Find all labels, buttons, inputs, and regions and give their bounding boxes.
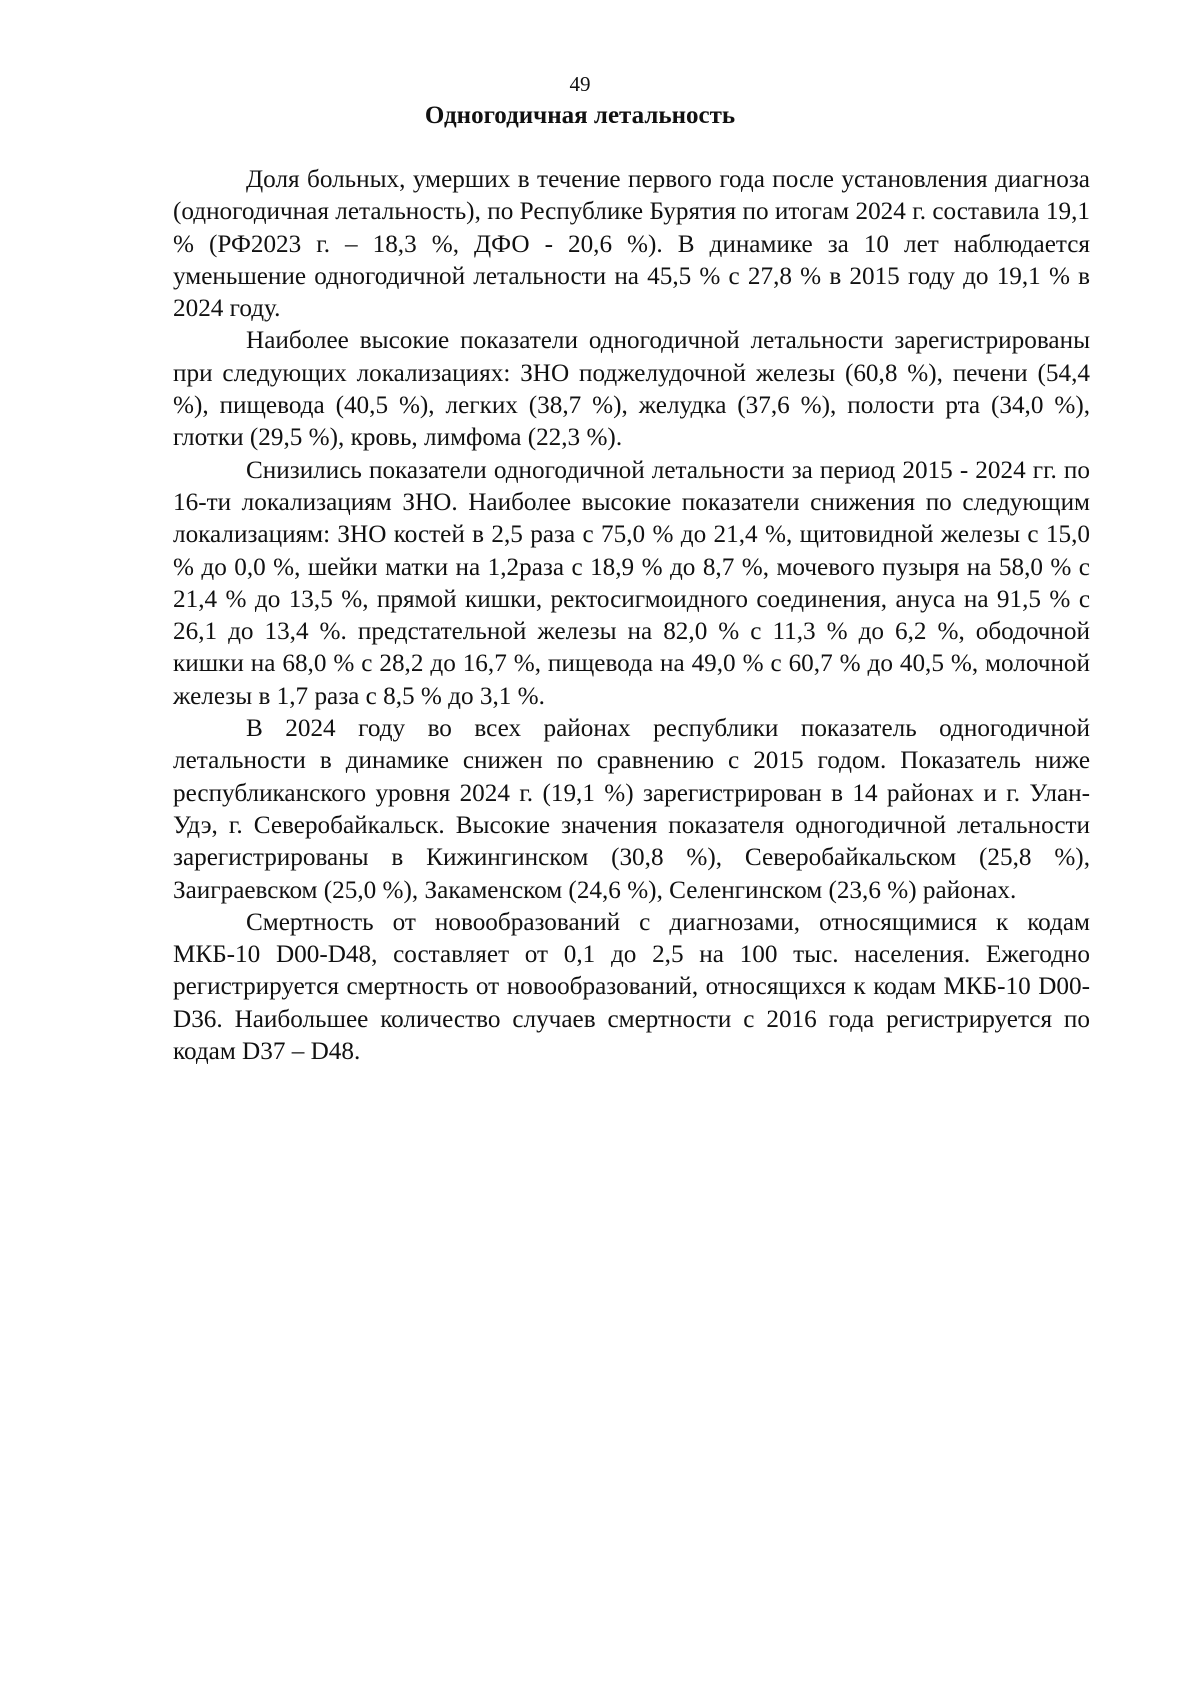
paragraph-one-year-mortality-overview: Доля больных, умерших в течение первого года после установления диагноза (одногодичная летальность), по Республике Бурятия по итогам 2024 г. составила 19,1 % (РФ2023 г. – 18,3 %, ДФО - 20,6 %). В динамике за 10 лет наблюдается уменьшение одногодичной летальности на 45,5 % с 27,8 % в 2015 году до 19,1 % в 2024 году. [173, 166, 1090, 323]
page-number: 49 [569, 72, 591, 96]
paragraph-decline-by-localization: Снизились показатели одногодичной летальности за период 2015 - 2024 гг. по 16-ти локализациям ЗНО. Наиболее высокие показатели снижения по следующим локализациям: ЗНО костей в 2,5 раза с 75,0 % до 21,4 %, щитовидной железы с 15,0 % до 0,0 %, шейки матки на 1,2раза с 18,9 % до 8,7 %, мочевого пузыря на 58,0 % с 21,4 % до 13,5 %, прямой кишки, ректосигмоидного соединения, ануса на 91,5 % с 26,1 до 13,4 %. предстательной железы на 82,0 % с 11,3 % до 6,2 %, ободочной кишки на 68,0 % с 28,2 до 16,7 %, пищевода на 49,0 % с 60,7 % до 40,5 %, молочной железы в 1,7 раза с 8,5 % до 3,1 %. [173, 456, 1090, 710]
document-body [173, 164, 1090, 1068]
paragraph-districts: В 2024 году во всех районах республики показатель одногодичной летальности в динамике снижен по сравнению с 2015 годом. Показатель ниже республиканского уровня 2024 г. (19,1 %) зарегистрирован в 14 районах и г. Улан-Удэ, г. Северобайкальск. Высокие значения показателя одногодичной летальности зарегистрированы в Кижингинском (30,8 %), Северобайкальском (25,8 %), Заиграевском (25,0 %), Закаменском (24,6 %), Селенгинском (23,6 %) районах. [173, 715, 1090, 904]
paragraph-neoplasm-mortality-codes: Смертность от новообразований с диагнозами, относящимися к кодам МКБ-10 D00-D48, составляет от 0,1 до 2,5 на 100 тыс. населения. Ежегодно регистрируется смертность от новообразований, относящихся к кодам МКБ-10 D00-D36. Наибольшее количество случаев смертности с 2016 года регистрируется по кодам D37 – D48. [173, 908, 1090, 1066]
paragraph-highest-localizations: Наиболее высокие показатели одногодичной летальности зарегистрированы при следующих локализациях: ЗНО поджелудочной железы (60,8 %), печени (54,4 %), пищевода (40,5 %), легких (38,7 %), желудка (37,6 %), полости рта (34,0 %), глотки (29,5 %), кровь, лимфома (22,3 %). [173, 327, 1090, 452]
page-title: Одногодичная летальность [424, 102, 736, 129]
